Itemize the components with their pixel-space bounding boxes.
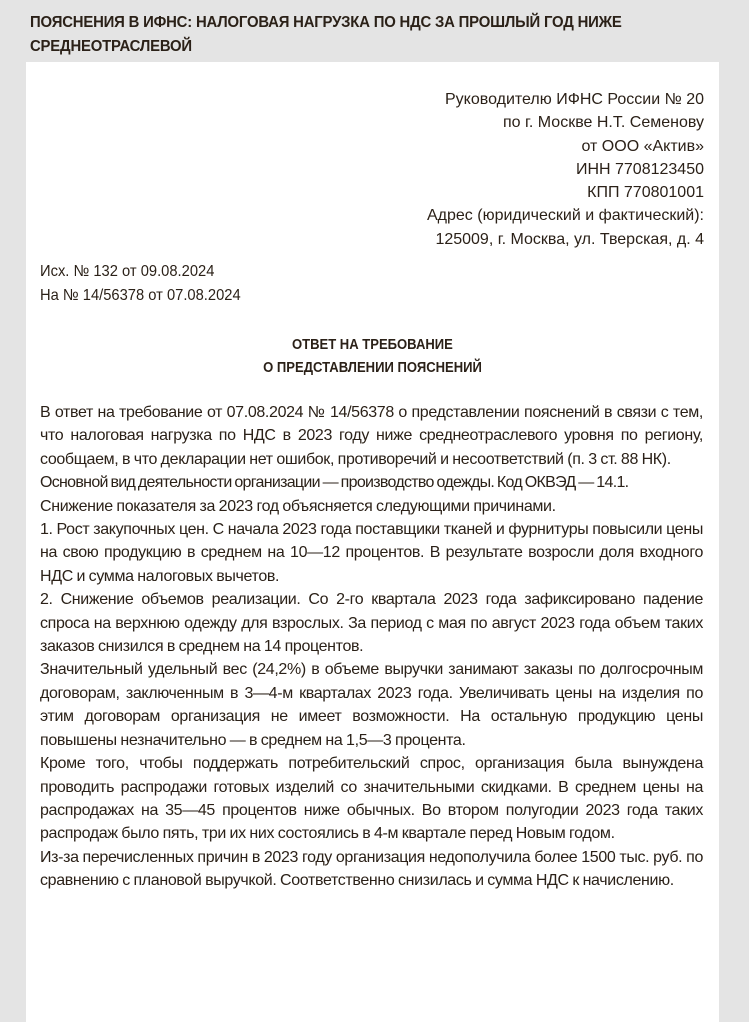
body-paragraph: Из-за перечисленных причин в 2023 году организация недополучила более 1500 тыс. руб. по сравнению с плановой выручкой. Соответственно снизилась и сумма НДС к начислению. — [40, 848, 703, 890]
document-body — [40, 401, 703, 893]
recipient-line: ИНН 7708123450 — [575, 160, 704, 178]
body-paragraph: 2. Снижение объемов реализации. Со 2-го квартала 2023 года зафиксировано падение спроса на верхнюю одежду для взрослых. За период с мая по август 2023 года объем таких заказов снизился в среднем на 14 процентов. — [40, 591, 703, 656]
document-page — [26, 62, 719, 1022]
body-paragraph: Кроме того, чтобы поддержать потребительский спрос, организация была вынуждена проводить распродажи готовых изделий со значительными скидками. В среднем цены на распродажах на 35—45 процентов ниже обычных. Во втором полугодии 2023 года таких распродаж было пять, три их них состоялись в 4-м квартале перед Новым годом. — [40, 755, 703, 843]
recipient-line: от ООО «Актив» — [581, 137, 704, 155]
recipient-block — [427, 88, 704, 251]
recipient-line: 125009, г. Москва, ул. Тверская, д. 4 — [435, 230, 704, 248]
outgoing-reference: Исх. № 132 от 09.08.2024 — [40, 263, 215, 280]
body-paragraph: Значительный удельный вес (24,2%) в объеме выручки занимают заказы по долгосрочным договорам, заключенным в 3—4-м кварталах 2023 года. Увеличивать цены на изделия по этим договорам организация не имеет возможности. На остальную продукцию цены повышены незначительно — в среднем на 1,5—3 процента. — [40, 661, 703, 749]
incoming-reference: На № 14/56378 от 07.08.2024 — [40, 286, 241, 304]
document-title — [26, 334, 719, 380]
body-paragraph: 1. Рост закупочных цен. С начала 2023 года поставщики тканей и фурнитуры повысили цены на свою продукцию в среднем на 10—12 процентов. В результате возросли доля входного НДС и сумма налоговых вычетов. — [40, 521, 703, 585]
recipient-line: Адрес (юридический и фактический): — [426, 207, 704, 225]
body-paragraph: Снижение показателя за 2023 год объясняется следующими причинами. — [40, 497, 556, 515]
recipient-line: Руководителю ИФНС России № 20 — [445, 91, 704, 108]
article-title: ПОЯСНЕНИЯ В ИФНС: НАЛОГОВАЯ НАГРУЗКА ПО НДС ЗА ПРОШЛЫЙ ГОД НИЖЕ СРЕДНЕОТРАСЛЕВОЙ — [30, 14, 622, 55]
document-title-line: О ПРЕДСТАВЛЕНИИ ПОЯСНЕНИЙ — [263, 360, 482, 376]
body-paragraph: Основной вид деятельности организации — производство одежды. Код ОКВЭД — 14.1. — [40, 474, 629, 492]
body-paragraph: В ответ на требование от 07.08.2024 № 14/56378 о представлении пояснений в связи с тем, что налоговая нагрузка по НДС в 2023 году ниже среднеотраслевого уровня по региону, сообщаем, в что декларации нет ошибок, противоречий и несоответствий (п. 3 ст. 88 НК). — [40, 404, 703, 468]
document-title-line: ОТВЕТ НА ТРЕБОВАНИЕ — [292, 337, 453, 353]
recipient-line: КПП 770801001 — [587, 184, 704, 202]
reference-numbers — [40, 260, 241, 307]
recipient-line: по г. Москве Н.Т. Семенову — [503, 114, 704, 132]
